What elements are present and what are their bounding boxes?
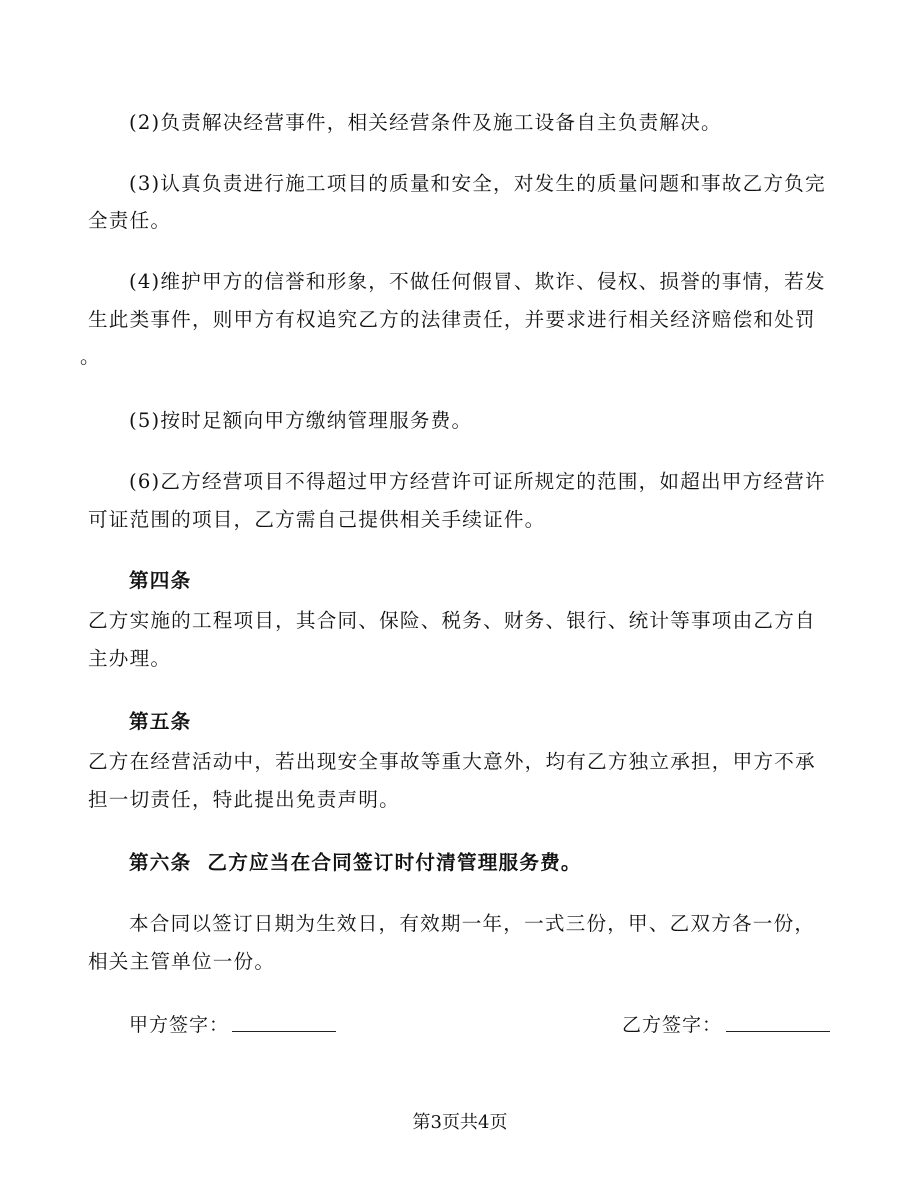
article-5-line-2: 担一切责任，特此提出免责声明。 <box>88 788 400 811</box>
party-b-signature-line[interactable] <box>726 1031 830 1032</box>
article-4-heading: 第四条 <box>129 569 192 592</box>
validity-line-1: 本合同以签订日期为生效日，有效期一年，一式三份，甲、乙双方各一份， <box>129 912 816 935</box>
article-4-line-1: 乙方实施的工程项目，其合同、保险、税务、财务、银行、统计等事项由乙方自 <box>88 609 816 632</box>
clause-3-line-2: 全责任。 <box>88 209 172 232</box>
article-4-line-2: 主办理。 <box>88 647 172 670</box>
party-a-signature-line[interactable] <box>232 1031 336 1032</box>
page-indicator: 第3页共4页 <box>412 1112 508 1133</box>
article-6: 第六条 乙方应当在合同签订时付清管理服务费。 <box>129 851 582 874</box>
article-5-line-1: 乙方在经营活动中，若出现安全事故等重大意外，均有乙方独立承担，甲方不承 <box>88 750 816 773</box>
article-5-heading: 第五条 <box>129 710 192 733</box>
clause-6-line-2: 可证范围的项目，乙方需自己提供相关手续证件。 <box>88 508 546 531</box>
clause-3-line-1: (3)认真负责进行施工项目的质量和安全，对发生的质量问题和事故乙方负完 <box>129 172 826 195</box>
clause-5: (5)按时足额向甲方缴纳管理服务费。 <box>129 409 473 432</box>
clause-6-line-1: (6)乙方经营项目不得超过甲方经营许可证所规定的范围，如超出甲方经营许 <box>129 470 826 493</box>
clause-2: (2)负责解决经营事件，相关经营条件及施工设备自主负责解决。 <box>129 111 722 134</box>
party-a-signature-label: 甲方签字： <box>129 1014 230 1036</box>
clause-4-line-1: (4)维护甲方的信誉和形象，不做任何假冒、欺诈、侵权、损誉的事情，若发 <box>129 270 826 293</box>
clause-4-line-2: 生此类事件，则甲方有权追究乙方的法律责任，并要求进行相关经济赔偿和处罚 <box>88 308 816 331</box>
validity-line-2: 相关主管单位一份。 <box>88 950 276 973</box>
clause-4-line-3: 。 <box>80 345 101 368</box>
party-b-signature-label: 乙方签字： <box>622 1014 723 1036</box>
